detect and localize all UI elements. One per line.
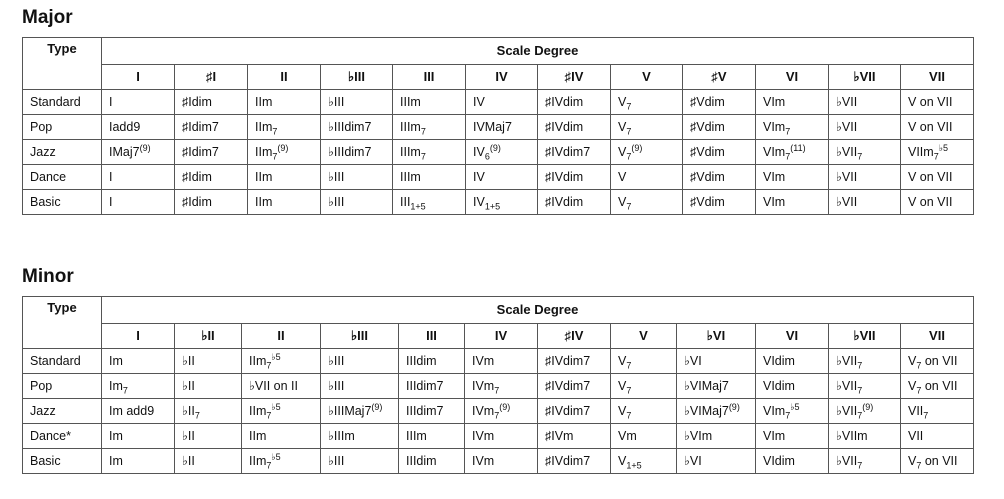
chord-cell: ♯Idim7 bbox=[175, 140, 248, 165]
minor-chord-table bbox=[22, 296, 974, 474]
degree-header: III bbox=[393, 65, 466, 90]
chord-cell: ♯Vdim bbox=[683, 190, 756, 215]
section-title: Minor bbox=[22, 266, 74, 287]
chord-cell: ♯IVdim7 bbox=[538, 449, 611, 474]
degree-header: IV bbox=[466, 65, 538, 90]
chord-cell: IIm bbox=[248, 190, 321, 215]
chord-cell: $V_7$ bbox=[611, 399, 677, 424]
chord-cell: V bbox=[611, 165, 683, 190]
chord-cell: $♭II_7$ bbox=[175, 399, 242, 424]
chord-cell: IIm$_7^{♭5}$ bbox=[242, 399, 321, 424]
chord-cell: ♯IVdim7 bbox=[538, 140, 611, 165]
chord-cell: ♯Vdim bbox=[683, 115, 756, 140]
chord-cell: VIdim bbox=[756, 374, 829, 399]
chord-cell: ♭VIMaj7 bbox=[677, 374, 756, 399]
chord-cell: $IV_6^{(9)}$ bbox=[466, 140, 538, 165]
chord-cell: VII bbox=[901, 424, 974, 449]
row-type-label: Basic bbox=[23, 449, 102, 474]
chord-cell: VIIm$_7^{♭5}$ bbox=[901, 140, 974, 165]
section-title: Major bbox=[22, 7, 73, 28]
degree-header: II bbox=[248, 65, 321, 90]
chord-cell: ♯Idim bbox=[175, 90, 248, 115]
chord-cell: $V_7$ on VII bbox=[901, 349, 974, 374]
chord-cell: IMaj7$^{(9)}$ bbox=[102, 140, 175, 165]
chord-cell: IIm$_7^{♭5}$ bbox=[242, 349, 321, 374]
chord-cell: VIm$_7^{(11)}$ bbox=[756, 140, 829, 165]
degree-header: ♭III bbox=[321, 65, 393, 90]
chord-cell: VIm$_7^{♭5}$ bbox=[756, 399, 829, 424]
chord-cell: ♯Idim7 bbox=[175, 115, 248, 140]
chord-cell: IVm$_7$ bbox=[465, 374, 538, 399]
degree-header: ♭II bbox=[175, 324, 242, 349]
table-row bbox=[23, 140, 974, 165]
degree-header: VI bbox=[756, 324, 829, 349]
chord-cell: $V_7^{(9)}$ bbox=[611, 140, 683, 165]
chord-cell: Im add9 bbox=[102, 399, 175, 424]
chord-cell: $♭VII_7$ bbox=[829, 140, 901, 165]
chord-cell: ♭II bbox=[175, 374, 242, 399]
chord-cell: IIm bbox=[242, 424, 321, 449]
degree-header: ♭VII bbox=[829, 65, 901, 90]
major-section bbox=[22, 6, 974, 215]
degree-header: II bbox=[242, 324, 321, 349]
chord-cell: V on VII bbox=[901, 90, 974, 115]
chord-cell: ♭VI bbox=[677, 349, 756, 374]
chord-cell: ♭VII on II bbox=[242, 374, 321, 399]
chord-cell: Im bbox=[102, 424, 175, 449]
table-row bbox=[23, 165, 974, 190]
table-row bbox=[23, 424, 974, 449]
row-type-label: Jazz bbox=[23, 399, 102, 424]
chord-cell: $V_{1+5}$ bbox=[611, 449, 677, 474]
chord-cell: ♯IVdim bbox=[538, 90, 611, 115]
degree-header: I bbox=[102, 65, 175, 90]
chord-cell: ♯Idim bbox=[175, 165, 248, 190]
chord-cell: V on VII bbox=[901, 165, 974, 190]
chord-cell: $V_7$ bbox=[611, 190, 683, 215]
chord-cell: ♭III bbox=[321, 190, 393, 215]
chord-cell: $IV_{1+5}$ bbox=[466, 190, 538, 215]
chord-cell: ♭III bbox=[321, 165, 393, 190]
chord-cell: IIIm$_7$ bbox=[393, 115, 466, 140]
chord-cell: ♭II bbox=[175, 424, 242, 449]
degree-header: V bbox=[611, 324, 677, 349]
chord-cell: IVMaj7 bbox=[466, 115, 538, 140]
chord-cell: ♯IVm bbox=[538, 424, 611, 449]
chord-cell: ♭VII bbox=[829, 90, 901, 115]
chord-cell: V on VII bbox=[901, 190, 974, 215]
degree-header: VI bbox=[756, 65, 829, 90]
chord-cell: ♭II bbox=[175, 449, 242, 474]
chord-cell: ♭III bbox=[321, 449, 399, 474]
chord-cell: ♭IIIdim7 bbox=[321, 115, 393, 140]
chord-cell: VIm bbox=[756, 190, 829, 215]
degree-header-row bbox=[23, 65, 974, 90]
chord-cell: $III_{1+5}$ bbox=[393, 190, 466, 215]
degree-header: ♯V bbox=[683, 65, 756, 90]
chord-cell: IVm bbox=[465, 424, 538, 449]
chord-cell: ♯IVdim7 bbox=[538, 374, 611, 399]
table-row bbox=[23, 115, 974, 140]
chord-cell: I bbox=[102, 190, 175, 215]
chord-cell: ♭IIIdim7 bbox=[321, 140, 393, 165]
degree-header: ♯I bbox=[175, 65, 248, 90]
chord-cell: IIIdim7 bbox=[399, 399, 465, 424]
degree-header: ♯IV bbox=[538, 65, 611, 90]
chord-cell: ♯IVdim7 bbox=[538, 349, 611, 374]
chord-cell: IIIm bbox=[399, 424, 465, 449]
table-row bbox=[23, 374, 974, 399]
chord-cell: IIIdim bbox=[399, 449, 465, 474]
chord-cell: ♭VIMaj7$^{(9)}$ bbox=[677, 399, 756, 424]
chord-cell: $♭VII_7$ bbox=[829, 349, 901, 374]
chord-cell: Iadd9 bbox=[102, 115, 175, 140]
chord-cell: V on VII bbox=[901, 115, 974, 140]
degree-header: ♯IV bbox=[538, 324, 611, 349]
chord-cell: ♯IVdim bbox=[538, 165, 611, 190]
chord-cell: IIIm bbox=[393, 90, 466, 115]
chord-cell: ♯Vdim bbox=[683, 140, 756, 165]
chord-cell: ♯IVdim7 bbox=[538, 399, 611, 424]
row-type-label: Jazz bbox=[23, 140, 102, 165]
chord-cell: ♯Vdim bbox=[683, 90, 756, 115]
chord-cell: ♭VIIm bbox=[829, 424, 901, 449]
row-type-label: Standard bbox=[23, 349, 102, 374]
chord-cell: VIm bbox=[756, 424, 829, 449]
chord-cell: VIdim bbox=[756, 449, 829, 474]
degree-header: III bbox=[399, 324, 465, 349]
type-header: Type bbox=[23, 297, 102, 349]
chord-cell: $VII_7$ bbox=[901, 399, 974, 424]
chord-cell: ♭III bbox=[321, 90, 393, 115]
chord-cell: IIm$_7$ bbox=[248, 115, 321, 140]
table-row bbox=[23, 449, 974, 474]
chord-cell: Vm bbox=[611, 424, 677, 449]
degree-header: VII bbox=[901, 65, 974, 90]
minor-section bbox=[22, 265, 974, 474]
degree-header: ♭III bbox=[321, 324, 399, 349]
row-type-label: Pop bbox=[23, 115, 102, 140]
degree-header: ♭VII bbox=[829, 324, 901, 349]
chord-cell: $V_7$ bbox=[611, 374, 677, 399]
chord-cell: ♭VII bbox=[829, 115, 901, 140]
chord-cell: VIm bbox=[756, 90, 829, 115]
chord-cell: ♭II bbox=[175, 349, 242, 374]
chord-cell: VIm$_7$ bbox=[756, 115, 829, 140]
chord-cell: ♭VII bbox=[829, 190, 901, 215]
degree-header: IV bbox=[465, 324, 538, 349]
chord-cell: IV bbox=[466, 165, 538, 190]
chord-cell: IIm$_7^{♭5}$ bbox=[242, 449, 321, 474]
chord-cell: I bbox=[102, 90, 175, 115]
scale-degree-header: Scale Degree bbox=[102, 38, 974, 65]
chord-cell: $V_7$ bbox=[611, 115, 683, 140]
degree-header: VII bbox=[901, 324, 974, 349]
chord-cell: IIm bbox=[248, 90, 321, 115]
chord-cell: IIm$_7^{(9)}$ bbox=[248, 140, 321, 165]
scale-degree-header: Scale Degree bbox=[102, 297, 974, 324]
table-row bbox=[23, 90, 974, 115]
chord-cell: ♭III bbox=[321, 374, 399, 399]
chord-cell: ♭IIIm bbox=[321, 424, 399, 449]
chord-cell: IVm bbox=[465, 349, 538, 374]
chord-cell: I bbox=[102, 165, 175, 190]
chord-cell: IIIm bbox=[393, 165, 466, 190]
chord-cell: VIdim bbox=[756, 349, 829, 374]
major-chord-table bbox=[22, 37, 974, 215]
chord-cell: $V_7$ bbox=[611, 349, 677, 374]
chord-cell: $V_7$ on VII bbox=[901, 449, 974, 474]
row-type-label: Basic bbox=[23, 190, 102, 215]
row-type-label: Dance* bbox=[23, 424, 102, 449]
degree-header: I bbox=[102, 324, 175, 349]
degree-header: ♭VI bbox=[677, 324, 756, 349]
chord-cell: IIm bbox=[248, 165, 321, 190]
chord-cell: ♭IIIMaj7$^{(9)}$ bbox=[321, 399, 399, 424]
chord-cell: Im bbox=[102, 449, 175, 474]
chord-cell: $♭VII_7$ bbox=[829, 449, 901, 474]
row-type-label: Standard bbox=[23, 90, 102, 115]
chord-cell: IIIdim bbox=[399, 349, 465, 374]
table-row bbox=[23, 399, 974, 424]
degree-header: V bbox=[611, 65, 683, 90]
chord-cell: ♭VIm bbox=[677, 424, 756, 449]
chord-cell: Im bbox=[102, 349, 175, 374]
chord-cell: $Im_7$ bbox=[102, 374, 175, 399]
table-row bbox=[23, 190, 974, 215]
chord-cell: ♯Idim bbox=[175, 190, 248, 215]
chord-cell: $♭VII_7^{(9)}$ bbox=[829, 399, 901, 424]
chord-cell: VIm bbox=[756, 165, 829, 190]
degree-header-row bbox=[23, 324, 974, 349]
chord-cell: $♭VII_7$ bbox=[829, 374, 901, 399]
chord-cell: IIIm$_7$ bbox=[393, 140, 466, 165]
row-type-label: Pop bbox=[23, 374, 102, 399]
row-type-label: Dance bbox=[23, 165, 102, 190]
chord-cell: ♯Vdim bbox=[683, 165, 756, 190]
chord-cell: $V_7$ bbox=[611, 90, 683, 115]
chord-cell: ♭III bbox=[321, 349, 399, 374]
chord-cell: IVm bbox=[465, 449, 538, 474]
chord-cell: IV bbox=[466, 90, 538, 115]
chord-cell: ♭VI bbox=[677, 449, 756, 474]
type-header: Type bbox=[23, 38, 102, 90]
chord-cell: $V_7$ on VII bbox=[901, 374, 974, 399]
chord-cell: IVm$_7^{(9)}$ bbox=[465, 399, 538, 424]
table-row bbox=[23, 349, 974, 374]
chord-cell: ♯IVdim bbox=[538, 190, 611, 215]
chord-cell: ♭VII bbox=[829, 165, 901, 190]
chord-cell: ♯IVdim bbox=[538, 115, 611, 140]
chord-cell: IIIdim7 bbox=[399, 374, 465, 399]
